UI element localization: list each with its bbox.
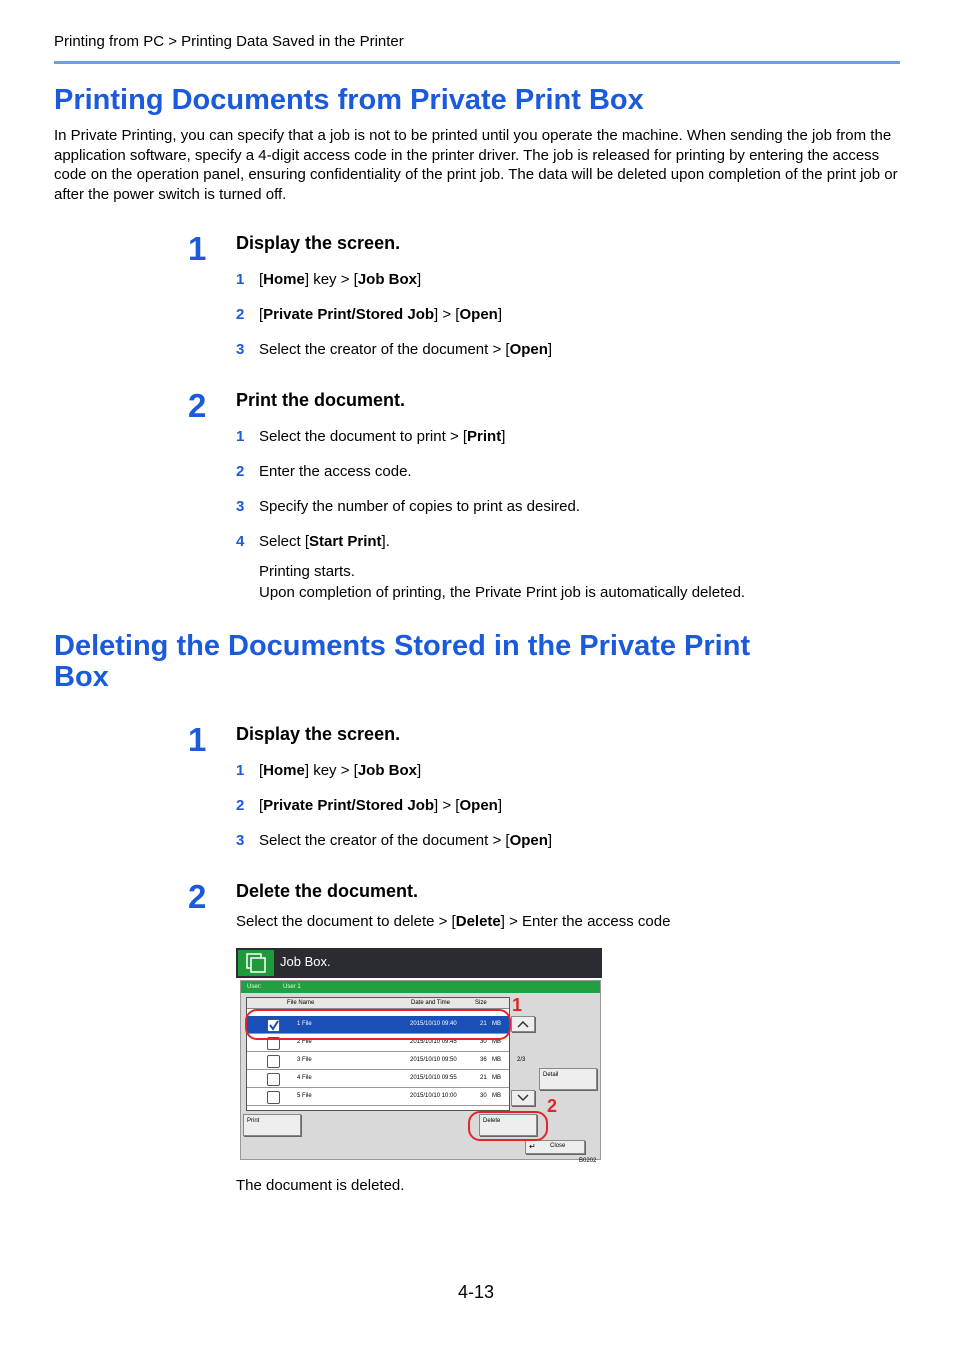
section1-intro: In Private Printing, you can specify that a job is not to be printed until you operate the machine. When sending the job from the application software, specify a 4-digit access code in the printer driver. The job is released for printing by entering the access code on the operation panel, ensuring confidentiality of the print job. The data will be deleted upon completion of the print job or after the power switch is turned off. [54,127,898,203]
step-number: 1 [188,721,207,758]
substep: 2 [Private Print/Stored Job] > [Open] [236,306,502,323]
chevron-down-icon [512,1091,534,1105]
step-note: Printing starts. Upon completion of printing, the Private Print job is automatically deleted. [259,563,746,601]
table-row[interactable]: 3 File 2015/10/10 09:50 36 MB [247,1052,509,1070]
step-number: 2 [188,387,207,424]
close-button[interactable]: ↵ Close [525,1140,585,1154]
table-row[interactable]: 1 File 2015/10/10 09:40 21 MB [247,1016,509,1034]
substep: 2 [Private Print/Stored Job] > [Open] [236,797,502,814]
screen-title: Job Box. [280,954,331,969]
substep: 1 [Home] key > [Job Box] [236,271,422,288]
checkbox[interactable] [267,1073,280,1086]
detail-button[interactable]: Detail [539,1068,597,1090]
callout-label-1: 1 [512,995,523,1015]
substep: 1 [Home] key > [Job Box] [236,762,422,779]
step-heading: Delete the document. [236,881,419,901]
col-file-name[interactable]: File Name [287,1000,315,1006]
table-row[interactable]: 5 File 2015/10/10 10:00 30 MB [247,1088,509,1106]
step-number: 1 [188,230,207,267]
screen-title-bar [236,948,602,978]
col-size[interactable]: Size [475,1000,487,1006]
section2-title: Deleting the Documents Stored in the Private Print Box [54,630,751,693]
print-button[interactable]: Print [243,1114,301,1136]
checkbox[interactable] [267,1055,280,1068]
return-icon: ↵ [529,1142,536,1151]
substep: 3 Select the creator of the document > [Open] [236,341,553,358]
delete-button[interactable]: Delete [479,1114,537,1136]
job-box-icon [238,950,274,976]
result-text: The document is deleted. [236,1177,405,1194]
job-box-screen [236,948,602,1164]
image-code: B0202 [579,1158,597,1164]
header-rule [54,61,900,64]
substep: 3 Select the creator of the document > [Open] [236,832,553,849]
checkbox[interactable] [267,1091,280,1104]
breadcrumb: Printing from PC > Printing Data Saved in the Printer [54,33,404,50]
step-instruction: Select the document to delete > [Delete] > Enter the access code [236,913,671,930]
page-number: 4-13 [458,1282,495,1302]
callout-label-2: 2 [547,1096,558,1116]
scroll-up-button[interactable] [511,1016,535,1032]
callout-ring-1 [245,1009,511,1040]
substep: 3 Specify the number of copies to print as desired. [236,498,581,515]
table-row[interactable]: 2 File 2015/10/10 09:45 30 MB [247,1034,509,1052]
scroll-down-button[interactable] [511,1090,535,1106]
chevron-up-icon [512,1017,534,1031]
table-row[interactable]: 4 File 2015/10/10 09:55 21 MB [247,1070,509,1088]
col-date[interactable]: Date and Time [411,1000,451,1006]
step-number: 2 [188,878,207,915]
step-heading: Display the screen. [236,724,401,744]
user-bar: User: User 1 [241,981,600,993]
section1-title: Printing Documents from Private Print Box [54,84,644,116]
page-indicator: 2/3 [517,1057,526,1063]
substep: 2 Enter the access code. [236,463,412,480]
substep: 1 Select the document to print > [Print] [236,428,506,445]
callout-ring-2 [468,1111,548,1141]
table-header [247,998,509,1009]
step-heading: Print the document. [236,390,406,410]
step-heading: Display the screen. [236,233,401,253]
substep: 4 Select [Start Print]. [236,533,390,550]
